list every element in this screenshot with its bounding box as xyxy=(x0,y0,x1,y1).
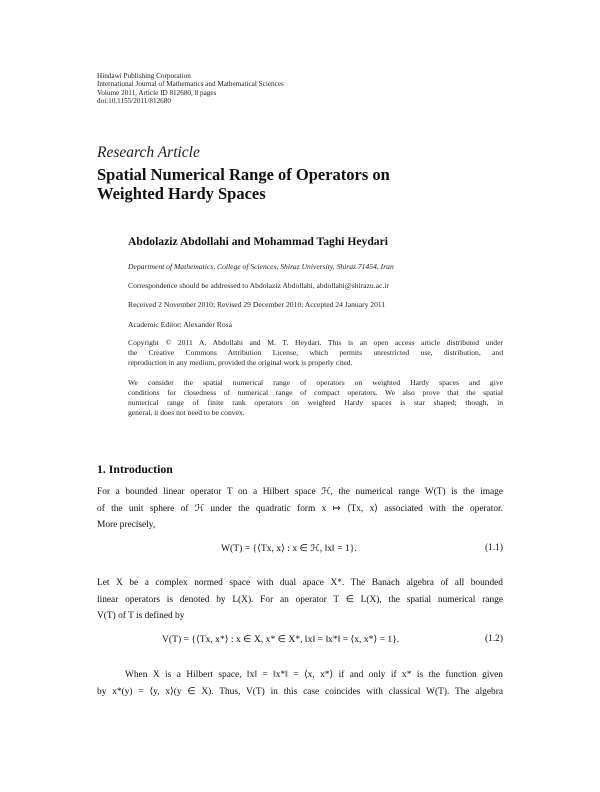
journal-header xyxy=(97,72,284,106)
correspondence: Correspondence should be addressed to Abdolaziz Abdollahi, abdollahi@shirazu.ac.ir xyxy=(128,281,389,290)
intro-paragraph-2 xyxy=(97,575,503,625)
copyright-line: reproduction in any medium, provided the original work is properly cited. xyxy=(128,358,353,368)
intro-paragraph-3 xyxy=(97,667,503,700)
affiliation: Department of Mathematics, College of Sciences, Shiraz University, Shiraz 71454, Iran xyxy=(128,262,394,271)
paragraph-line: Let X be a complex normed space with dual apace X*. The Banach algebra of all bounded xyxy=(97,578,503,588)
dates: Received 2 November 2010; Revised 29 December 2010; Accepted 24 January 2011 xyxy=(128,300,386,309)
abstract-line: conditions for closedness of numerical range of compact operators. We also prove that the spatial xyxy=(128,388,503,398)
article-type: Research Article xyxy=(97,144,200,161)
paper-title xyxy=(97,165,497,203)
volume-line: Volume 2011, Article ID 812680, 8 pages xyxy=(97,88,217,97)
abstract-line: We consider the spatial numerical range of operators on weighted Hardy spaces and give xyxy=(128,378,503,387)
academic-editor: Academic Editor: Alexander Rosa xyxy=(128,320,232,329)
publisher-line: Hindawi Publishing Corporation xyxy=(97,72,191,80)
copyright-notice xyxy=(128,338,503,368)
paragraph-line: of the unit sphere of ℋ under the quadratic form x ↦ ⟨Tx, x⟩ associated with the operator. xyxy=(97,503,503,514)
equation-number-1-2: (1.2) xyxy=(485,634,503,644)
equation-1-1: W(T) = {⟨Tx, x⟩ : x ∈ ℋ, ‖x‖ = 1}. xyxy=(221,543,357,554)
section-heading-introduction: 1. Introduction xyxy=(97,462,173,476)
paragraph-line: For a bounded linear operator T on a Hilbert space ℋ, the numerical range W(T) is the image xyxy=(97,487,503,497)
intro-paragraph-1 xyxy=(97,484,503,534)
journal-line: International Journal of Mathematics and Mathematical Sciences xyxy=(97,80,284,89)
copyright-line: Copyright © 2011 A. Abdollahi and M. T. Heydari. This is an open access article distributed under xyxy=(128,338,503,347)
copyright-line: the Creative Commons Attribution License, which permits unrestricted use, distribution, and xyxy=(128,348,503,358)
equation-1-2: V(T) = {⟨Tx, x*⟩ : x ∈ X, x* ∈ X*, ‖x‖ = ‖x*‖ = ⟨x, x*⟩ = 1}. xyxy=(162,634,400,645)
paragraph-line: linear operators is denoted by L(X). For an operator T ∈ L(X), the spatial numerical range xyxy=(97,594,503,605)
abstract-line: general, it does not need to be convex. xyxy=(128,408,245,418)
title-line-2: Weighted Hardy Spaces xyxy=(97,184,266,203)
doi-line: doi:10.1155/2011/812680 xyxy=(97,97,171,106)
paragraph-line: More precisely, xyxy=(97,520,156,530)
title-line-1: Spatial Numerical Range of Operators on xyxy=(97,165,390,184)
paragraph-line: When X is a Hilbert space, ‖x‖ = ‖x*‖ = ⟨x, x*⟩ if and only if x* is the function given xyxy=(125,670,503,680)
equation-number-1-1: (1.1) xyxy=(485,543,503,553)
abstract-line: numerical range of finite rank operators on weighted Hardy spaces is star shaped; though, in xyxy=(128,398,503,408)
authors: Abdolaziz Abdollahi and Mohammad Taghi Heydari xyxy=(128,235,388,248)
abstract xyxy=(128,378,503,418)
paragraph-line: V(T) of T is defined by xyxy=(97,611,185,621)
paragraph-line: by x*(y) = ⟨y, x⟩(y ∈ X). Thus, V(T) in this case coincides with classical W(T). The algebra xyxy=(97,686,503,697)
